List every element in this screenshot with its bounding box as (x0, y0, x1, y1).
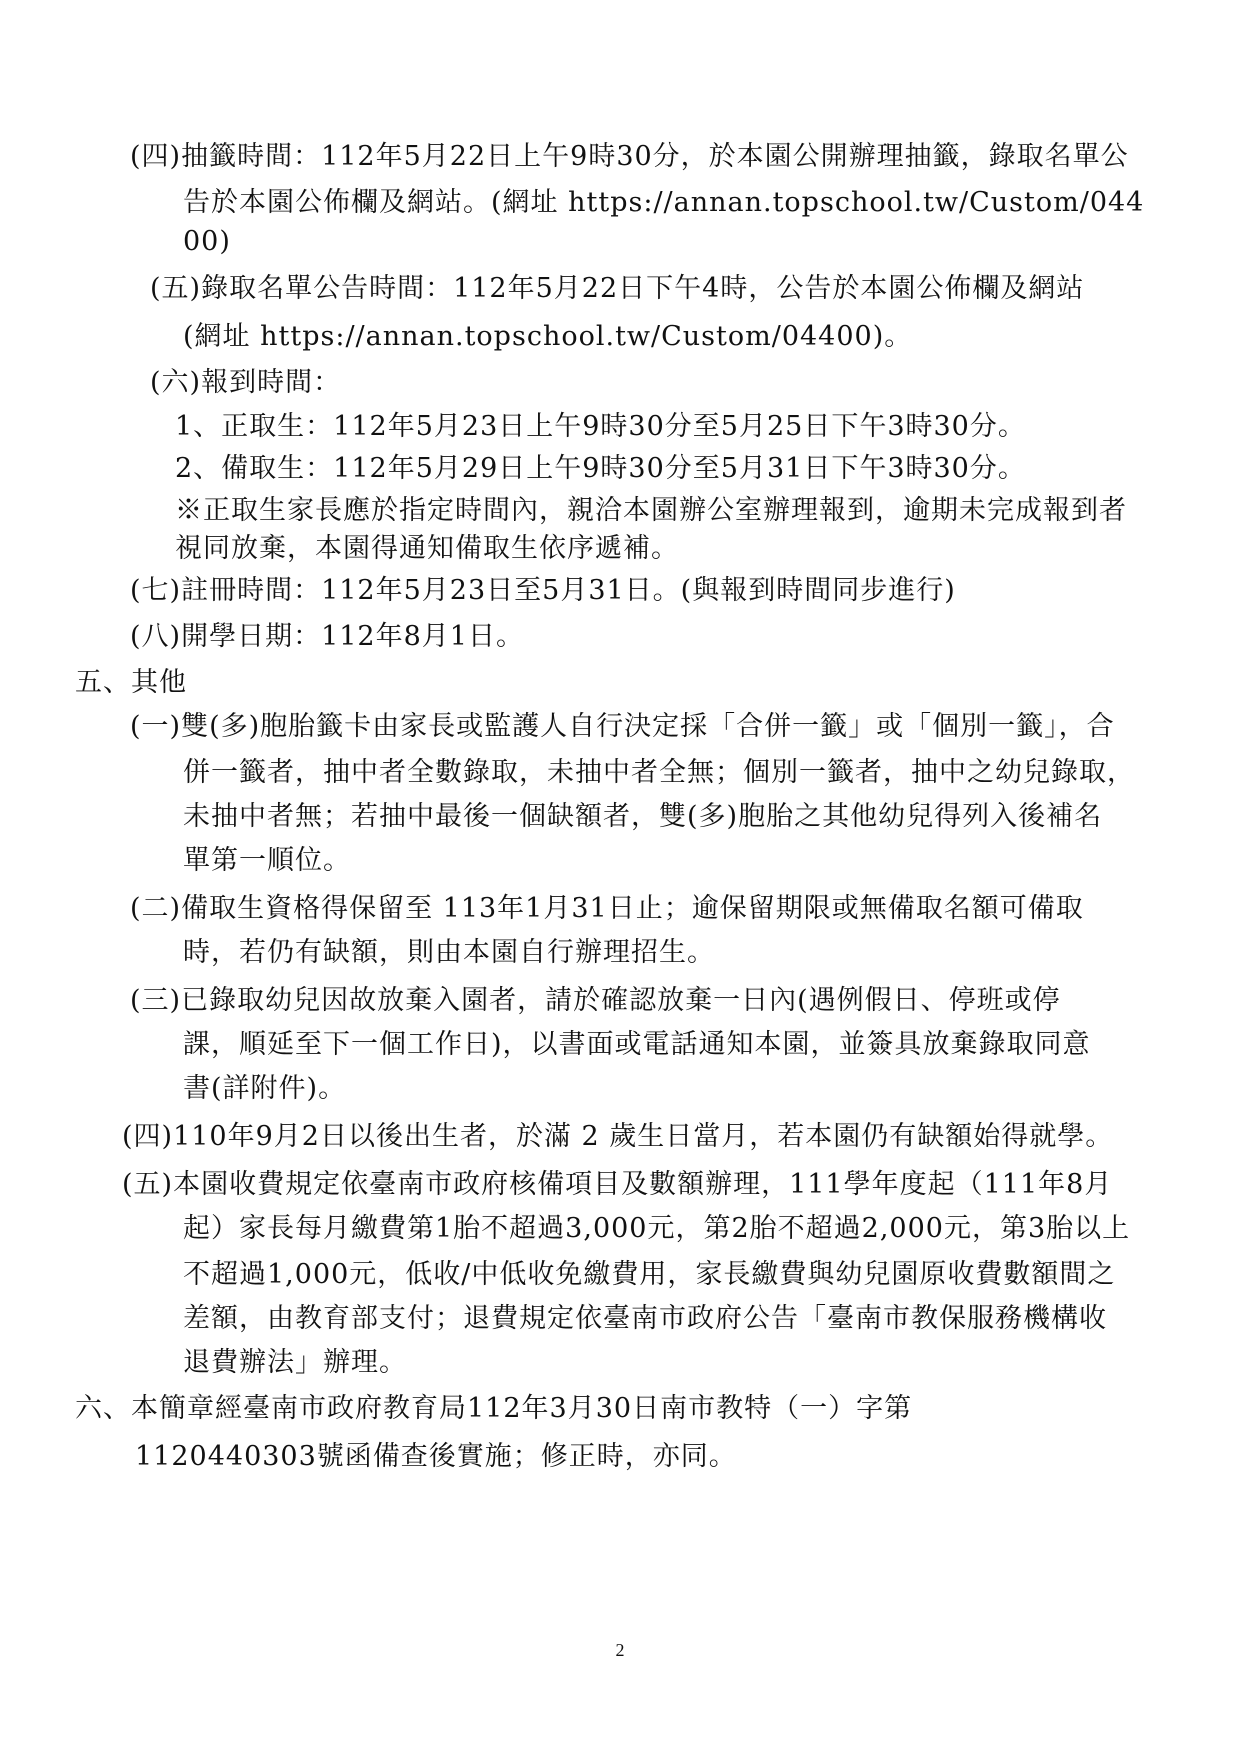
waitlist-rule-line-2: 時，若仍有缺額，則由本園自行辦理招生。 (183, 937, 715, 968)
report-time-item-1: 1、正取生：112年5月23日上午9時30分至5月25日下午3時30分。 (175, 411, 1026, 442)
registration-time-line: (七)註冊時間：112年5月23日至5月31日。(與報到時間同步進行) (130, 575, 956, 606)
lottery-time-line-2: 告於本園公佈欄及網站。(網址 https://annan.topschool.tw/Custom/044 (183, 187, 1145, 218)
report-time-item-2: 2、備取生：112年5月29日上午9時30分至5月31日下午3時30分。 (175, 453, 1026, 484)
withdraw-rule-line-1: (三)已錄取幼兒因故放棄入園者，請於確認放棄一日內(遇例假日、停班或停 (130, 985, 1061, 1016)
twins-rule-line-2: 併一籤者，抽中者全數錄取，未抽中者全無；個別一籤者，抽中之幼兒錄取， (183, 757, 1135, 788)
section-six-line-1: 六、本簡章經臺南市政府教育局112年3月30日南市教特（一）字第 (75, 1393, 913, 1424)
report-note-line-1: ※正取生家長應於指定時間內，親洽本園辦公室辦理報到，逾期未完成報到者 (175, 495, 1127, 526)
withdraw-rule-line-3: 書(詳附件)。 (183, 1073, 347, 1104)
lottery-time-line-1: (四)抽籤時間：112年5月22日上午9時30分，於本園公開辦理抽籤，錄取名單公 (130, 141, 1129, 172)
twins-rule-line-3: 未抽中者無；若抽中最後一個缺額者，雙(多)胞胎之其他幼兒得列入後補名 (183, 801, 1103, 832)
twins-rule-line-1: (一)雙(多)胞胎籤卡由家長或監護人自行決定採「合併一籤」或「個別一籤」，合 (130, 711, 1115, 742)
report-note-line-2: 視同放棄，本園得通知備取生依序遞補。 (175, 533, 679, 564)
waitlist-rule-line-1: (二)備取生資格得保留至 113年1月31日止；逾保留期限或無備取名額可備取 (130, 893, 1084, 924)
page-number: 2 (615, 1640, 625, 1660)
birth-rule-line: (四)110年9月2日以後出生者，於滿 2 歲生日當月，若本園仍有缺額始得就學。 (122, 1121, 1114, 1152)
section-five-heading: 五、其他 (75, 667, 187, 698)
fee-rule-line-3: 不超過1,000元，低收/中低收免繳費用，家長繳費與幼兒園原收費數額間之 (183, 1259, 1116, 1290)
section-six-line-2: 1120440303號函備查後實施；修正時，亦同。 (135, 1441, 737, 1472)
fee-rule-line-2: 起）家長每月繳費第1胎不超過3,000元，第2胎不超過2,000元，第3胎以上 (183, 1213, 1131, 1244)
twins-rule-line-4: 單第一順位。 (183, 845, 351, 876)
fee-rule-line-4: 差額，由教育部支付；退費規定依臺南市政府公告「臺南市教保服務機構收 (183, 1303, 1107, 1334)
withdraw-rule-line-2: 課，順延至下一個工作日)，以書面或電話通知本園，並簽具放棄錄取同意 (183, 1029, 1091, 1060)
lottery-time-line-3: 00) (183, 226, 231, 257)
announce-time-line-1: (五)錄取名單公告時間：112年5月22日下午4時，公告於本園公佈欄及網站 (150, 273, 1085, 304)
fee-rule-line-5: 退費辦法」辦理。 (183, 1347, 407, 1378)
school-start-line: (八)開學日期：112年8月1日。 (130, 621, 524, 652)
announce-time-line-2: (網址 https://annan.topschool.tw/Custom/04400)。 (183, 321, 913, 352)
report-time-heading: (六)報到時間： (150, 367, 342, 398)
fee-rule-line-1: (五)本園收費規定依臺南市政府核備項目及數額辦理，111學年度起（111年8月 (122, 1169, 1113, 1200)
